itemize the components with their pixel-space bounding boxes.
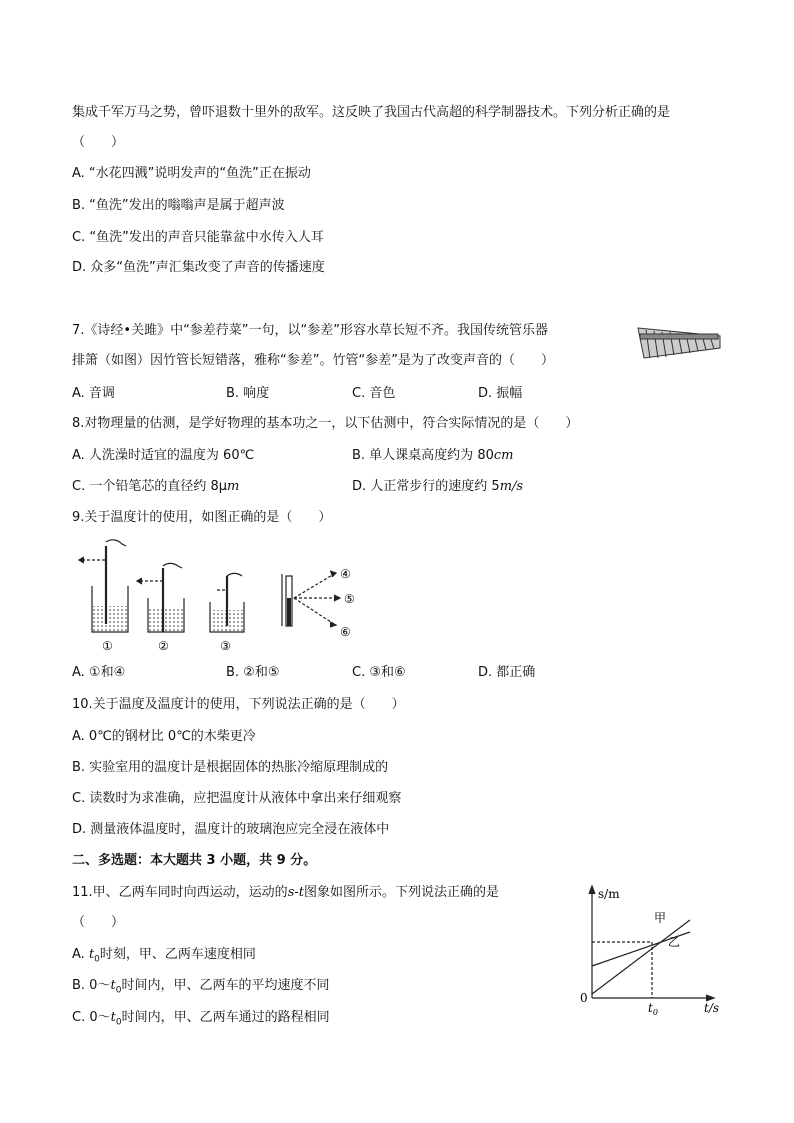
st-graph bbox=[572, 880, 732, 1020]
q11-stem-b: 图象如图所示。下列说法正确的是 bbox=[303, 885, 499, 900]
q10-option-a: A. 0℃的钢材比 0℃的木柴更冷 bbox=[72, 729, 256, 744]
q9-option-c: C. ③和⑥ bbox=[352, 665, 406, 680]
q11-option-a: A. $t_0$时刻，甲、乙两车速度相同 bbox=[72, 947, 256, 965]
q11-stem-var: s-t bbox=[287, 885, 304, 900]
yi-label: 乙 bbox=[668, 935, 681, 949]
q8-option-b-unit: cm bbox=[493, 448, 514, 463]
t0-sub: 0 bbox=[652, 1008, 658, 1017]
q8-option-c-text: C. 一个铅笔芯的直径约 8μ bbox=[72, 479, 228, 494]
q9-stem: 9.关于温度计的使用，如图正确的是（ ） bbox=[72, 510, 332, 525]
q10-stem: 10.关于温度及温度计的使用，下列说法正确的是（ ） bbox=[72, 697, 405, 712]
fig-label-4: ④ bbox=[340, 567, 351, 581]
q7-option-a: A. 音调 bbox=[72, 386, 115, 401]
q7-option-c: C. 音色 bbox=[352, 386, 396, 401]
q8-option-c-unit: m bbox=[227, 479, 240, 494]
q11-b-sub: 0 bbox=[115, 985, 122, 996]
fig-label-1: ① bbox=[102, 639, 113, 653]
q11-b-pre: B. 0～ bbox=[72, 978, 111, 993]
q11-b-text: 时间内，甲、乙两车的平均速度不同 bbox=[121, 978, 330, 993]
q7-stem-line1: 7.《诗经•关雎》中“参差荇菜”一句，以“参差”形容水草长短不齐。我国传统管乐器 bbox=[72, 323, 549, 338]
thermometer-figure bbox=[72, 536, 372, 654]
fig-label-2: ② bbox=[158, 639, 169, 653]
q8-option-d bbox=[352, 478, 523, 496]
jia-label: 甲 bbox=[654, 911, 667, 925]
panpipe-figure bbox=[634, 318, 724, 370]
q11-a-sub: 0 bbox=[94, 954, 100, 965]
q9-option-a: A. ①和④ bbox=[72, 665, 126, 680]
q11-option-c bbox=[72, 1009, 330, 1032]
q8-option-b-text: B. 单人课桌高度约为 80 bbox=[352, 448, 494, 463]
q11-c-var: t bbox=[110, 1010, 116, 1025]
q6-option-a: A. “水花四溅”说明发声的“鱼洗”正在振动 bbox=[72, 166, 311, 181]
q6-option-b: B. “鱼洗”发出的嗡嗡声是属于超声波 bbox=[72, 198, 285, 213]
q11-option-b bbox=[72, 977, 329, 1000]
q10-option-d: D. 测量液体温度时，温度计的玻璃泡应完全浸在液体中 bbox=[72, 822, 390, 837]
q6-stem: 集成千军万马之势，曾吓退数十里外的敌军。这反映了我国古代高超的科学制器技术。下列分析正确的是 bbox=[72, 105, 671, 120]
x-axis-label: t/s bbox=[704, 1001, 720, 1015]
q6-option-c: C. “鱼洗”发出的声音只能靠盆中水传入人耳 bbox=[72, 230, 324, 245]
q8-option-c bbox=[72, 478, 239, 496]
q7-option-d: D. 振幅 bbox=[478, 386, 523, 401]
q11-a-var: t bbox=[88, 947, 95, 962]
q11-b-var: t bbox=[110, 978, 116, 993]
t0-label bbox=[648, 1001, 658, 1017]
q6-option-d: D. 众多“鱼洗”声汇集改变了声音的传播速度 bbox=[72, 260, 325, 275]
q7-stem-line2: 排箫（如图）因竹管长短错落，雅称“参差”。竹管“参差”是为了改变声音的（ ） bbox=[72, 353, 554, 368]
fig-label-3: ③ bbox=[220, 639, 231, 653]
q8-stem: 8.对物理量的估测，是学好物理的基本功之一，以下估测中，符合实际情况的是（ ） bbox=[72, 416, 579, 431]
q11-stem-a: 11.甲、乙两车同时向西运动，运动的 bbox=[72, 885, 288, 900]
q8-option-a: A. 人洗澡时适宜的温度为 60℃ bbox=[72, 448, 255, 463]
q10-option-c: C. 读数时为求准确，应把温度计从液体中拿出来仔细观察 bbox=[72, 791, 402, 806]
q10-option-b: B. 实验室用的温度计是根据固体的热胀冷缩原理制成的 bbox=[72, 760, 389, 775]
fig-label-5: ⑤ bbox=[344, 592, 355, 606]
q11-a-text: 时刻，甲、乙两车速度相同 bbox=[99, 947, 256, 962]
q11-stem bbox=[72, 884, 499, 902]
q11-paren: （ ） bbox=[72, 915, 125, 930]
q11-c-pre: C. 0～ bbox=[72, 1010, 111, 1025]
t0-var: t bbox=[648, 1001, 653, 1015]
q9-option-d: D. 都正确 bbox=[478, 665, 536, 680]
q8-option-d-text: D. 人正常步行的速度约 5 bbox=[352, 479, 500, 494]
y-axis-label: s/m bbox=[598, 887, 620, 901]
fig-label-6: ⑥ bbox=[340, 625, 351, 639]
q11-c-sub: 0 bbox=[115, 1017, 122, 1028]
line-jia bbox=[592, 920, 690, 994]
q6-paren: （ ） bbox=[72, 135, 125, 150]
q8-option-b bbox=[352, 447, 513, 465]
q7-option-b: B. 响度 bbox=[226, 386, 270, 401]
section-2-title: 二、多选题：本大题共 3 小题，共 9 分。 bbox=[72, 853, 317, 868]
q9-option-b: B. ②和⑤ bbox=[226, 665, 280, 680]
q8-option-d-unit: m/s bbox=[499, 479, 524, 494]
origin-label: 0 bbox=[580, 991, 588, 1005]
q11-c-text: 时间内，甲、乙两车通过的路程相同 bbox=[121, 1010, 330, 1025]
